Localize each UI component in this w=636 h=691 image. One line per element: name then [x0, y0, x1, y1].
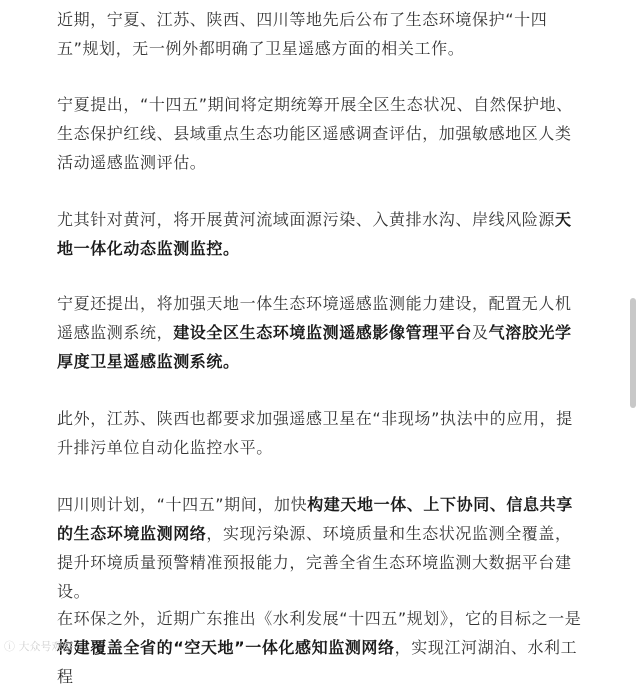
watermark-logo: ⓘ 大众号观察 — [4, 640, 74, 653]
text-segment: 在环保之外，近期广东推出《水利发展“十四五”规划》，它的目标之一是 — [57, 609, 582, 628]
bold-text-segment: 天地一体化动态监测监控。 — [57, 210, 572, 258]
text-segment: 此外，江苏、陕西也都要求加强遥感卫星在“非现场”执法中的应用，提升排污单位自动化监控水平。 — [57, 409, 573, 457]
paragraph-3 — [57, 205, 587, 263]
text-segment: 及 — [472, 323, 489, 342]
text-segment: 四川则计划，“十四五”期间，加快 — [57, 495, 308, 514]
text-segment: 尤其针对黄河，将开展黄河流域面源污染、入黄排水沟、岸线风险源 — [57, 210, 556, 229]
text-segment: 宁夏提出，“十四五”期间将定期统筹开展全区生态状况、自然保护地、生态保护红线、县域重点生态功能区遥感调查评估，加强敏感地区人类活动遥感监测评估。 — [57, 95, 573, 172]
bold-text-segment: 构建覆盖全省的“空天地”一体化感知监测网络 — [57, 638, 395, 657]
paragraph-7 — [57, 604, 587, 691]
text-segment: ，实现污染源、环境质量和生态状况监测全覆盖，提升环境质量预警精准预报能力，完善全省生态环境监测大数据平台建设。 — [57, 524, 572, 601]
paragraph-2 — [57, 90, 587, 177]
paragraph-1 — [57, 5, 587, 63]
bold-text-segment: 气溶胶光学厚度卫星遥感监测系统。 — [57, 323, 572, 371]
text-segment: 宁夏还提出，将加强天地一体生态环境遥感监测能力建设，配置无人机遥感监测系统， — [57, 294, 572, 342]
paragraph-4 — [57, 289, 587, 376]
paragraph-6 — [57, 490, 587, 606]
text-segment: ，实现江河湖泊、水利工程 — [57, 638, 578, 686]
paragraph-5 — [57, 404, 587, 462]
text-segment: 近期，宁夏、江苏、陕西、四川等地先后公布了生态环境保护“十四五”规划，无一例外都明确了卫星遥感方面的相关工作。 — [57, 10, 548, 58]
bold-text-segment: 建设全区生态环境监测遥感影像管理平台 — [173, 323, 473, 342]
scrollbar-thumb[interactable] — [630, 298, 636, 408]
bold-text-segment: 构建天地一体、上下协同、信息共享的生态环境监测网络 — [57, 495, 573, 543]
